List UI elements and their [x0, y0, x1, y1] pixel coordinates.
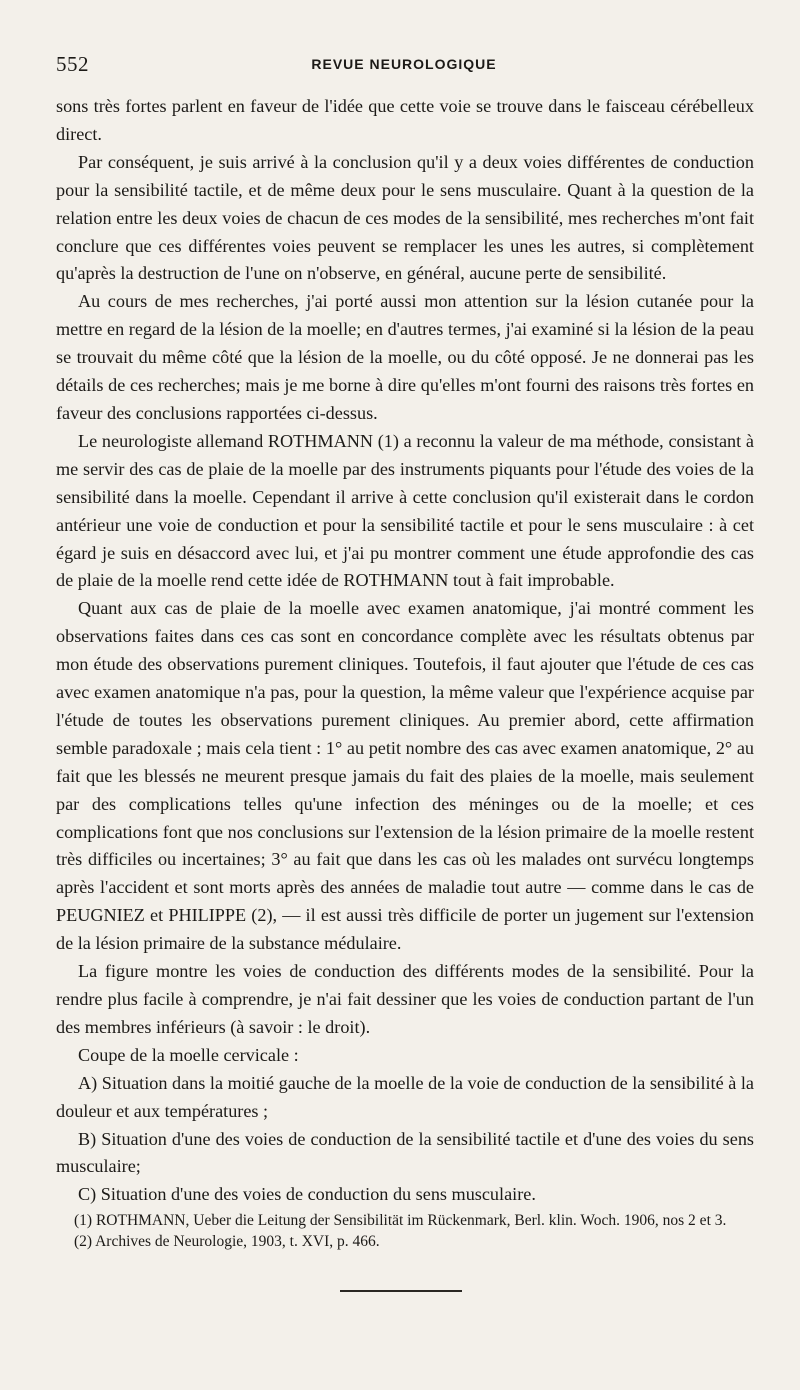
- paragraph: La figure montre les voies de conduction des différents modes de la sensibilité. Pour la rendre plus facile à comprendre, je n'ai fait dessiner que les voies de conduction partant de l'un des membres inférieurs (à savoir : le droit).: [56, 961, 754, 1037]
- paragraph: Au cours de mes recherches, j'ai porté aussi mon attention sur la lésion cutanée pour la mettre en regard de la lésion de la moelle; en d'autres termes, j'ai examiné si la lésion de la peau se trouvait du même côté que la lésion de la moelle, ou du côté opposé. Je ne donnerai pas les détails de ces recherches; mais je me borne à dire qu'elles m'ont fourni des raisons très fortes en faveur des conclusions rapportées ci-dessus.: [56, 291, 754, 423]
- paragraph: Par conséquent, je suis arrivé à la conclusion qu'il y a deux voies différentes de conduction pour la sensibilité tactile, et de même deux pour le sens musculaire. Quant à la question de la relation entre les deux voies de chacun de ces modes de la sensibilité, mes recherches m'ont fait conclure que ces différentes voies peuvent se remplacer les unes les autres, si complètement qu'après la destruction de l'une on n'observe, en général, aucune perte de sensibilité.: [56, 151, 754, 284]
- footnote: (1) ROTHMANN, Ueber die Leitung der Sensibilität im Rückenmark, Berl. klin. Woch. 1906, nos 2 et 3.: [74, 1212, 727, 1229]
- paragraph: sons très fortes parlent en faveur de l'idée que cette voie se trouve dans le faisceau cérébelleux direct.: [56, 96, 754, 144]
- list-item: A) Situation dans la moitié gauche de la moelle de la voie de conduction de la sensibilité à la douleur et aux températures ;: [56, 1072, 754, 1121]
- page-header: [56, 52, 752, 82]
- body-text: [56, 93, 754, 1209]
- footnotes: [56, 1210, 754, 1252]
- page-number: 552: [56, 52, 89, 76]
- end-rule: [340, 1290, 462, 1292]
- paragraph: Coupe de la moelle cervicale :: [78, 1044, 299, 1065]
- list-item: C) Situation d'une des voies de conduction du sens musculaire.: [78, 1184, 536, 1205]
- paragraph: Le neurologiste allemand ROTHMANN (1) a reconnu la valeur de ma méthode, consistant à me servir des cas de plaie de la moelle par des instruments piquants pour l'étude des voies de la sensibilité dans la moelle. Cependant il arrive à cette conclusion qu'il existerait dans le cordon antérieur une voie de conduction et pour la sensibilité tactile et pour le sens musculaire : à cet égard je suis en désaccord avec lui, et j'ai pu montrer comment une étude approfondie des cas de plaie de la moelle rend cette idée de ROTHMANN tout à fait improbable.: [56, 430, 754, 591]
- footnote: (2) Archives de Neurologie, 1903, t. XVI, p. 466.: [74, 1233, 380, 1250]
- paragraph: Quant aux cas de plaie de la moelle avec examen anatomique, j'ai montré comment les observations faites dans ces cas sont en concordance complète avec les résultats obtenus par mon étude des observations purement cliniques. Toutefois, il faut ajouter que l'étude de ces cas avec examen anatomique n'a pas, pour la question, la même valeur que l'expérience acquise par l'étude de toutes les observations purement cliniques. Au premier abord, cette affirmation semble paradoxale ; mais cela tient : 1° au petit nombre des cas avec examen anatomique, 2° au fait que les blessés ne meurent presque jamais du fait des plaies de la moelle, mais seulement par des complications telles qu'une infection des méninges ou de la moelle; et ces complications font que nos conclusions sur l'extension de la lésion primaire de la moelle restent très difficiles ou incertaines; 3° au fait que dans les cas où les malades ont survécu longtemps après l'accident et sont morts après des années de maladie tout autre — comme dans le cas de PEUGNIEZ et PHILIPPE (2), — il est aussi très difficile de porter un jugement sur l'extension de la lésion primaire de la substance médulaire.: [56, 598, 754, 954]
- running-title: REVUE NEUROLOGIQUE: [311, 56, 497, 72]
- list-item: B) Situation d'une des voies de conduction de la sensibilité tactile et d'une des voies du sens musculaire;: [56, 1128, 754, 1177]
